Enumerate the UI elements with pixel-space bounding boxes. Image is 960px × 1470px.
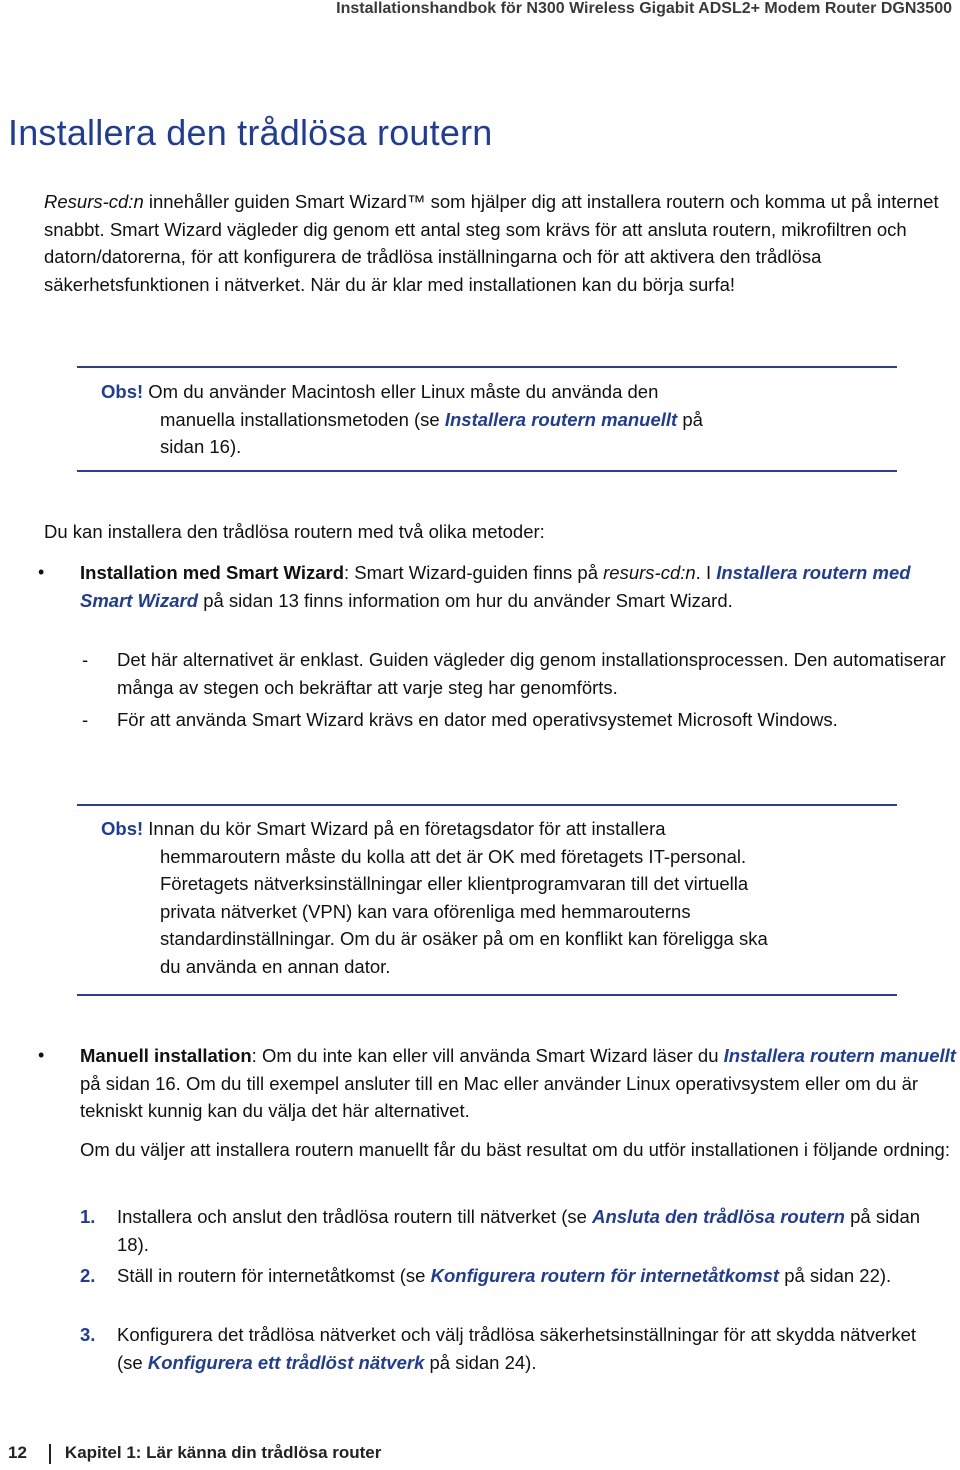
bullet1-text-b: . I [695,562,717,583]
note1-line2a: manuella installationsmetoden (se [160,408,445,430]
note2-line1: Innan du kör Smart Wizard på en företagsdator för att installera [143,818,666,839]
note2-line6: du använda en annan dator. [160,955,391,977]
chapter-title: Kapitel 1: Lär känna din trådlösa router [64,1443,382,1462]
step1-number: 1. [80,1206,96,1227]
page-title: Installera den trådlösa routern [8,112,493,153]
note1-line2b: på [677,408,703,430]
note1-line1: Om du använder Macintosh eller Linux måste du använda den [143,381,659,402]
subitem1-dash: - [82,649,89,670]
bullet2-text-a: : Om du inte kan eller vill använda Smart Wizard läser du [251,1045,724,1066]
step3-link[interactable]: Konfigurera ett trådlöst nätverk [147,1351,425,1373]
bullet2-text-b: på sidan 16. Om du till exempel ansluter till en Mac eller använder Linux operativsystem eller om du är tekniskt kunnig kan du välja det här alternativet. [80,1072,919,1121]
note2-bottom-rule [77,994,897,996]
note2-line5: standardinställningar. Om du är osäker på om en konflikt kan föreligga ska [160,928,768,949]
running-header: Installationshandbok för N300 Wireless Gigabit ADSL2+ Modem Router DGN3500 [336,0,952,17]
bullet2-link[interactable]: Installera routern manuellt [723,1045,956,1066]
step2-text-a: Ställ in routern för internetåtkomst (se [117,1265,431,1286]
step3-number: 3. [80,1324,96,1345]
step1-text-a: Installera och anslut den trådlösa routern till nätverket (se [117,1206,593,1227]
step1-text [117,1203,947,1258]
note1 [101,378,901,461]
note2-line2: hemmaroutern måste du kolla att det är OK med företagets IT-personal. [160,845,747,867]
order-intro: Om du väljer att installera routern manuellt får du bäst resultat om du utför installationen i följande ordning: [80,1139,950,1160]
step2-number: 2. [80,1265,96,1286]
note1-top-rule [77,366,897,368]
note2-top-rule [77,804,897,806]
intro-italic-lead: Resurs-cd:n [44,191,144,212]
step3-text [117,1321,927,1376]
bullet2-dot: • [38,1045,45,1065]
bullet1-bold: Installation med Smart Wizard [80,562,345,583]
footer-separator [49,1444,51,1464]
intro-paragraph [44,188,949,298]
bullet1-text-c: på sidan 13 finns information om hur du använder Smart Wizard. [198,589,733,611]
note1-line3: sidan 16). [160,436,242,457]
step3-text-a: Konfigurera det trådlösa nätverket och välj trådlösa säkerhetsinställningar för att skydda nätverket (se [117,1324,917,1373]
note1-label: Obs! [101,381,144,402]
intro-text: innehåller guiden Smart Wizard™ som hjälper dig att installera routern och komma ut på internet snabbt. Smart Wizard vägleder dig genom ett antal steg som krävs för att ansluta routern, mikrofiltren och datorn/datorerna, för att konfigurera de trådlösa inställningarna och för att aktivera den trådlösa säkerhetsfunktionen i nätverket. När du är klar med installationen kan du börja surfa! [44,191,939,295]
subitem1-text: Det här alternativet är enklast. Guiden vägleder dig genom installationsprocessen. Den automatiserar många av stegen och bekräftar att varje steg har genomförts. [117,649,946,698]
methods-intro: Du kan installera den trådlösa routern med två olika metoder: [44,521,545,542]
subitem2-text: För att använda Smart Wizard krävs en dator med operativsystemet Microsoft Windows. [117,709,838,730]
bullet2-paragraph [80,1042,958,1125]
step3-text-b: på sidan 24). [424,1351,537,1373]
bullet1-text-a: : Smart Wizard-guiden finns på [344,562,604,583]
step2-link[interactable]: Konfigurera routern för internetåtkomst [430,1265,780,1286]
subitem2-dash: - [82,709,89,730]
page-footer [8,1443,381,1464]
bullet1-link[interactable]: Installera routern med Smart Wizard [80,562,911,611]
bullet2-bold: Manuell installation [80,1045,252,1066]
note1-bottom-rule [77,470,897,472]
step2-text-b: på sidan 22). [779,1265,892,1286]
step2-text [117,1262,952,1290]
note2-line4: privata nätverket (VPN) kan vara oförenliga med hemmarouterns [160,900,691,922]
step1-link[interactable]: Ansluta den trådlösa routern [592,1206,845,1227]
step1-text-b: på sidan 18). [117,1206,921,1255]
bullet1-italic: resurs-cd:n [603,562,696,583]
note2-line3: Företagets nätverksinställningar eller klientprogramvaran till det virtuella [160,873,749,894]
page-number: 12 [8,1443,27,1462]
note2 [101,815,921,980]
note1-link[interactable]: Installera routern manuellt [444,408,678,430]
bullet1-paragraph [80,559,955,614]
note2-label: Obs! [101,818,144,839]
bullet1-dot: • [38,562,45,582]
